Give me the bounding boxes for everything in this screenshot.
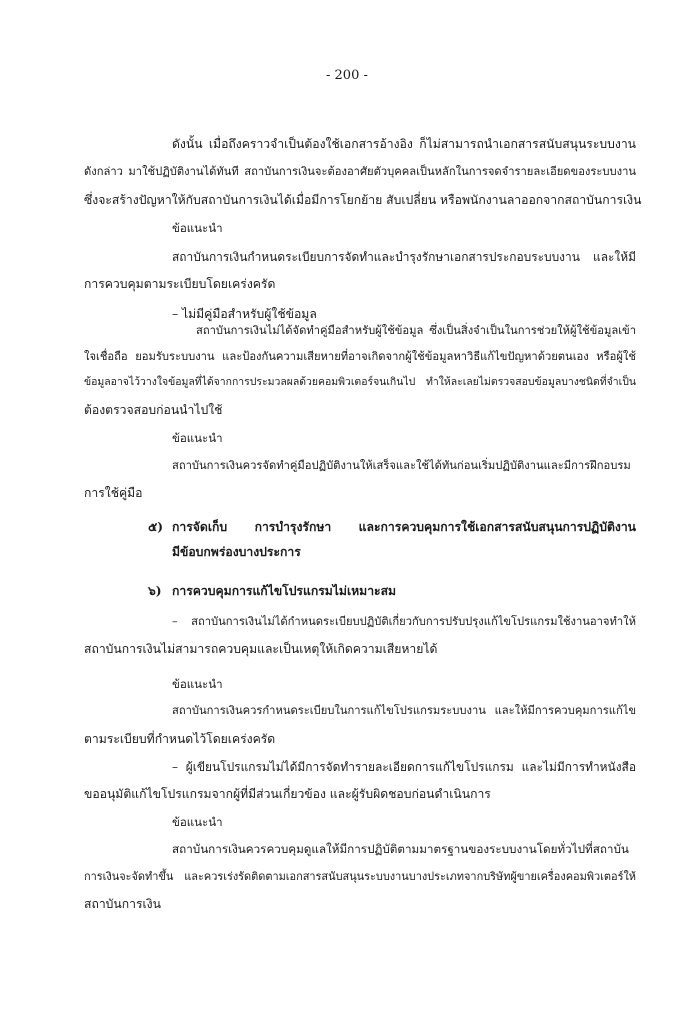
recommendation-line: สถาบันการเงินกำหนดระเบียบการจัดทำและบำรุงรักษาเอกสารประกอบระบบงาน และให้มี [172, 250, 636, 264]
recommendation-line: ตามระเบียบที่กำหนดไว้โดยเคร่งครัด [84, 732, 276, 746]
page-number: - 200 - [326, 68, 368, 83]
item-line: ใจเชื่อถือ ยอมรับระบบงาน และป้องกันความเสียหายที่อาจเกิดจากผู้ใช้ข้อมูลหาวิธีแก้ไขปัญหาด้วยตนเอง หรือผู้ใช้ [84, 350, 636, 363]
paragraph-line: ดังนั้น เมื่อถึงคราวจำเป็นต้องใช้เอกสารอ้างอิง ก็ไม่สามารถนำเอกสารสนับสนุนระบบงาน [172, 137, 636, 151]
section-number: ๕) [148, 520, 163, 534]
recommendation-line: การเงินจะจัดทำขึ้น และควรเร่งรัดติดตามเอกสารสนับสนุนระบบงานบางประเภทจากบริษัทผู้ขายเครื่องคอมพิวเตอร์ให้ [84, 870, 636, 883]
section-title: การจัดเก็บ การบำรุงรักษา และการควบคุมการใช้เอกสารสนับสนุนการปฏิบัติงาน [172, 520, 636, 534]
recommendation-line: สถาบันการเงินควรจัดทำคู่มือปฏิบัติงานให้เสร็จและใช้ได้ทันก่อนเริ่มปฏิบัติงานและมีการฝึกอบรม [172, 459, 631, 472]
section-title: การควบคุมการแก้ไขโปรแกรมไม่เหมาะสม [172, 584, 397, 598]
recommendation-line: สถาบันการเงินควรกำหนดระเบียบในการแก้ไขโปรแกรมระบบงาน และให้มีการควบคุมการแก้ไข [172, 704, 636, 717]
recommendation-line: การควบคุมตามระเบียบโดยเคร่งครัด [84, 277, 276, 291]
section-number: ๖) [148, 584, 162, 598]
recommendation-line: สถาบันการเงินควรควบคุมดูแลให้มีการปฏิบัติตามมาตรฐานของระบบงานโดยทั่วไปที่สถาบัน [172, 842, 629, 856]
section-title: มีข้อบกพร่องบางประการ [172, 545, 301, 559]
paragraph-line: ซึ่งจะสร้างปัญหาให้กับสถาบันการเงินได้เมื่อมีการโยกย้าย สับเปลี่ยน หรือพนักงานลาออกจากสถาบันการเงิน [84, 193, 642, 207]
recommendation-line: สถาบันการเงิน [84, 897, 161, 911]
item-line: ข้อมูลอาจไว้วางใจข้อมูลที่ได้จากการประมวลผลด้วยคอมพิวเตอร์จนเกินไป ทำให้ละเลยไม่ตรวจสอบข้อมูลบางชนิดที่จำเป็น [84, 376, 636, 388]
recommendation-heading: ข้อแนะนำ [172, 815, 223, 829]
item-title: – ไม่มีคู่มือสำหรับผู้ใช้ข้อมูล [172, 307, 317, 321]
item-line: – ผู้เขียนโปรแกรมไม่ได้มีการจัดทำรายละเอียดการแก้ไขโปรแกรม และไม่มีการทำหนังสือ [172, 760, 636, 774]
item-line: สถาบันการเงินไม่ได้จัดทำคู่มือสำหรับผู้ใช้ข้อมูล ซึ่งเป็นสิ่งจำเป็นในการช่วยให้ผู้ใช้ข้อมูลเข้า [196, 324, 636, 337]
recommendation-heading: ข้อแนะนำ [172, 431, 223, 445]
paragraph-line: ดังกล่าว มาใช้ปฏิบัติงานได้ทันที สถาบันการเงินจะต้องอาศัยตัวบุคคลเป็นหลักในการจดจำรายละเอียดของระบบงาน [84, 165, 636, 178]
recommendation-line: การใช้คู่มือ [84, 486, 143, 500]
recommendation-heading: ข้อแนะนำ [172, 677, 223, 691]
section-line: สถาบันการเงินไม่สามารถควบคุมและเป็นเหตุให้เกิดความเสียหายได้ [84, 642, 438, 656]
item-line: ต้องตรวจสอบก่อนนำไปใช้ [84, 403, 223, 417]
item-line: ขออนุมัติแก้ไขโปรแกรมจากผู้ที่มีส่วนเกี่ยวข้อง และผู้รับผิดชอบก่อนดำเนินการ [84, 787, 491, 801]
recommendation-heading: ข้อแนะนำ [172, 221, 223, 235]
section-line: – สถาบันการเงินไม่ได้กำหนดระเบียบปฏิบัติเกี่ยวกับการปรับปรุงแก้ไขโปรแกรมใช้งานอาจทำให้ [172, 615, 636, 628]
